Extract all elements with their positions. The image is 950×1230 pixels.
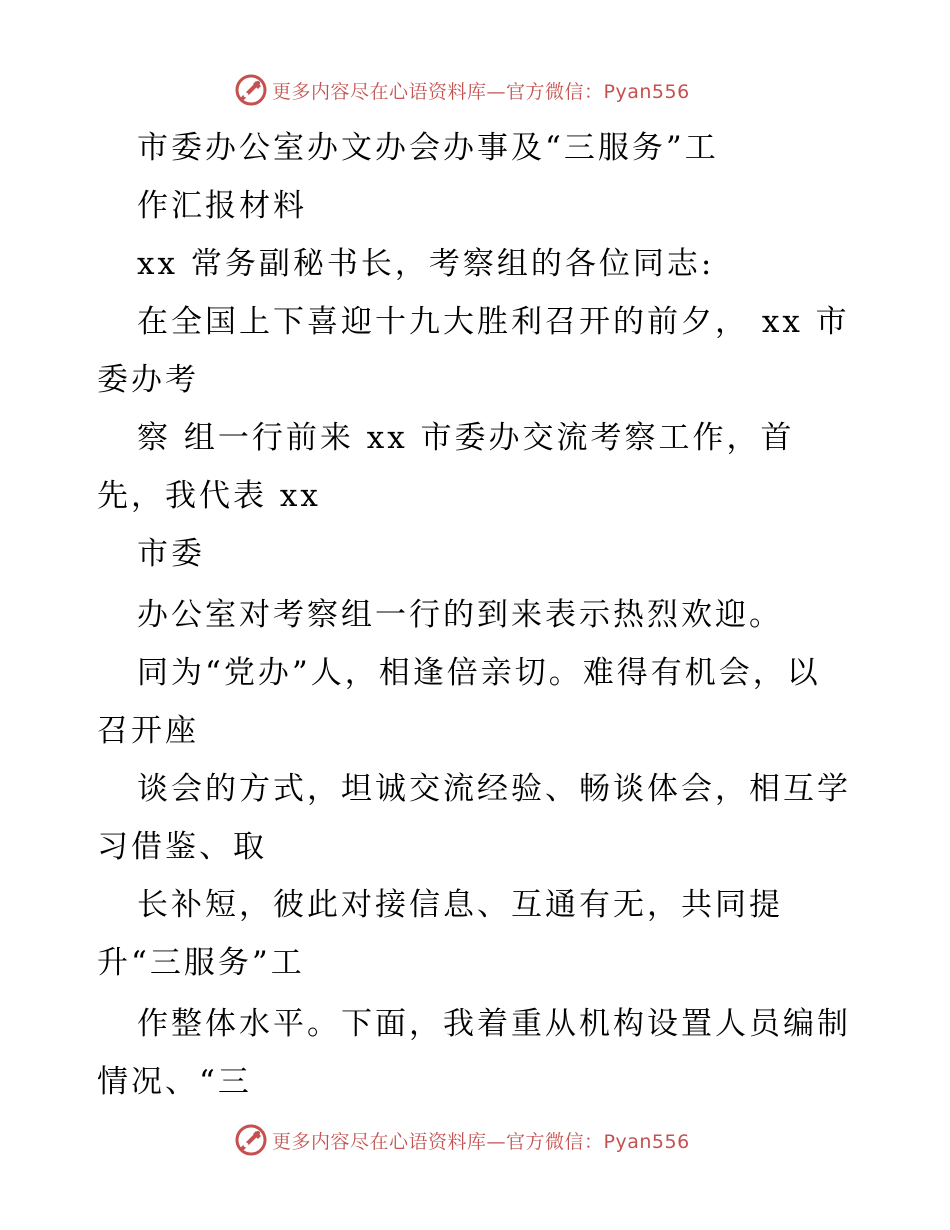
paragraph-line: 情况、“三 xyxy=(97,1064,252,1100)
paragraph-line: 长补短，彼此对接信息、互通有无，共同提 xyxy=(137,887,783,923)
banner-dash: — xyxy=(486,81,507,103)
paragraph-line: 召开座 xyxy=(97,713,199,749)
paragraph-line: 在全国上下喜迎十九大胜利召开的前夕， xx 市 xyxy=(137,304,850,340)
title-line-2: 作汇报材料 xyxy=(137,188,307,224)
pen-logo-icon xyxy=(234,1123,268,1157)
banner-wechat-id: Pyan556 xyxy=(603,81,690,103)
banner-dash: — xyxy=(486,1131,507,1153)
title-line-1: 市委办公室办文办会办事及“三服务”工 xyxy=(137,130,719,166)
paragraph-line: 市委 xyxy=(137,536,205,572)
paragraph-line: 谈会的方式，坦诚交流经验、畅谈体会，相互学 xyxy=(137,771,851,807)
paragraph-line: 习借鉴、取 xyxy=(97,829,267,865)
banner-slogan: 更多内容尽在心语资料库 xyxy=(272,1131,487,1153)
paragraph-line: 办公室对考察组一行的到来表示热烈欢迎。 xyxy=(137,597,783,633)
footer-banner xyxy=(0,1121,950,1161)
banner-slogan: 更多内容尽在心语资料库 xyxy=(272,81,487,103)
paragraph-line: 作整体水平。下面，我着重从机构设置人员编制 xyxy=(137,1006,851,1042)
banner-official: 官方微信： xyxy=(506,1131,604,1153)
paragraph-line: 升“三服务”工 xyxy=(97,945,305,981)
paragraph-line: 察 组一行前来 xx 市委办交流考察工作，首 xyxy=(137,420,795,456)
paragraph-line: 委办考 xyxy=(97,362,199,398)
banner-wechat-id: Pyan556 xyxy=(603,1131,690,1153)
banner-text xyxy=(272,1127,690,1154)
salutation-line: xx 常务副秘书长，考察组的各位同志: xyxy=(137,246,715,282)
banner-official: 官方微信： xyxy=(506,81,604,103)
paragraph-line: 同为“党办”人，相逢倍亲切。难得有机会，以 xyxy=(137,655,821,691)
paragraph-line: 先，我代表 xx xyxy=(97,478,321,514)
